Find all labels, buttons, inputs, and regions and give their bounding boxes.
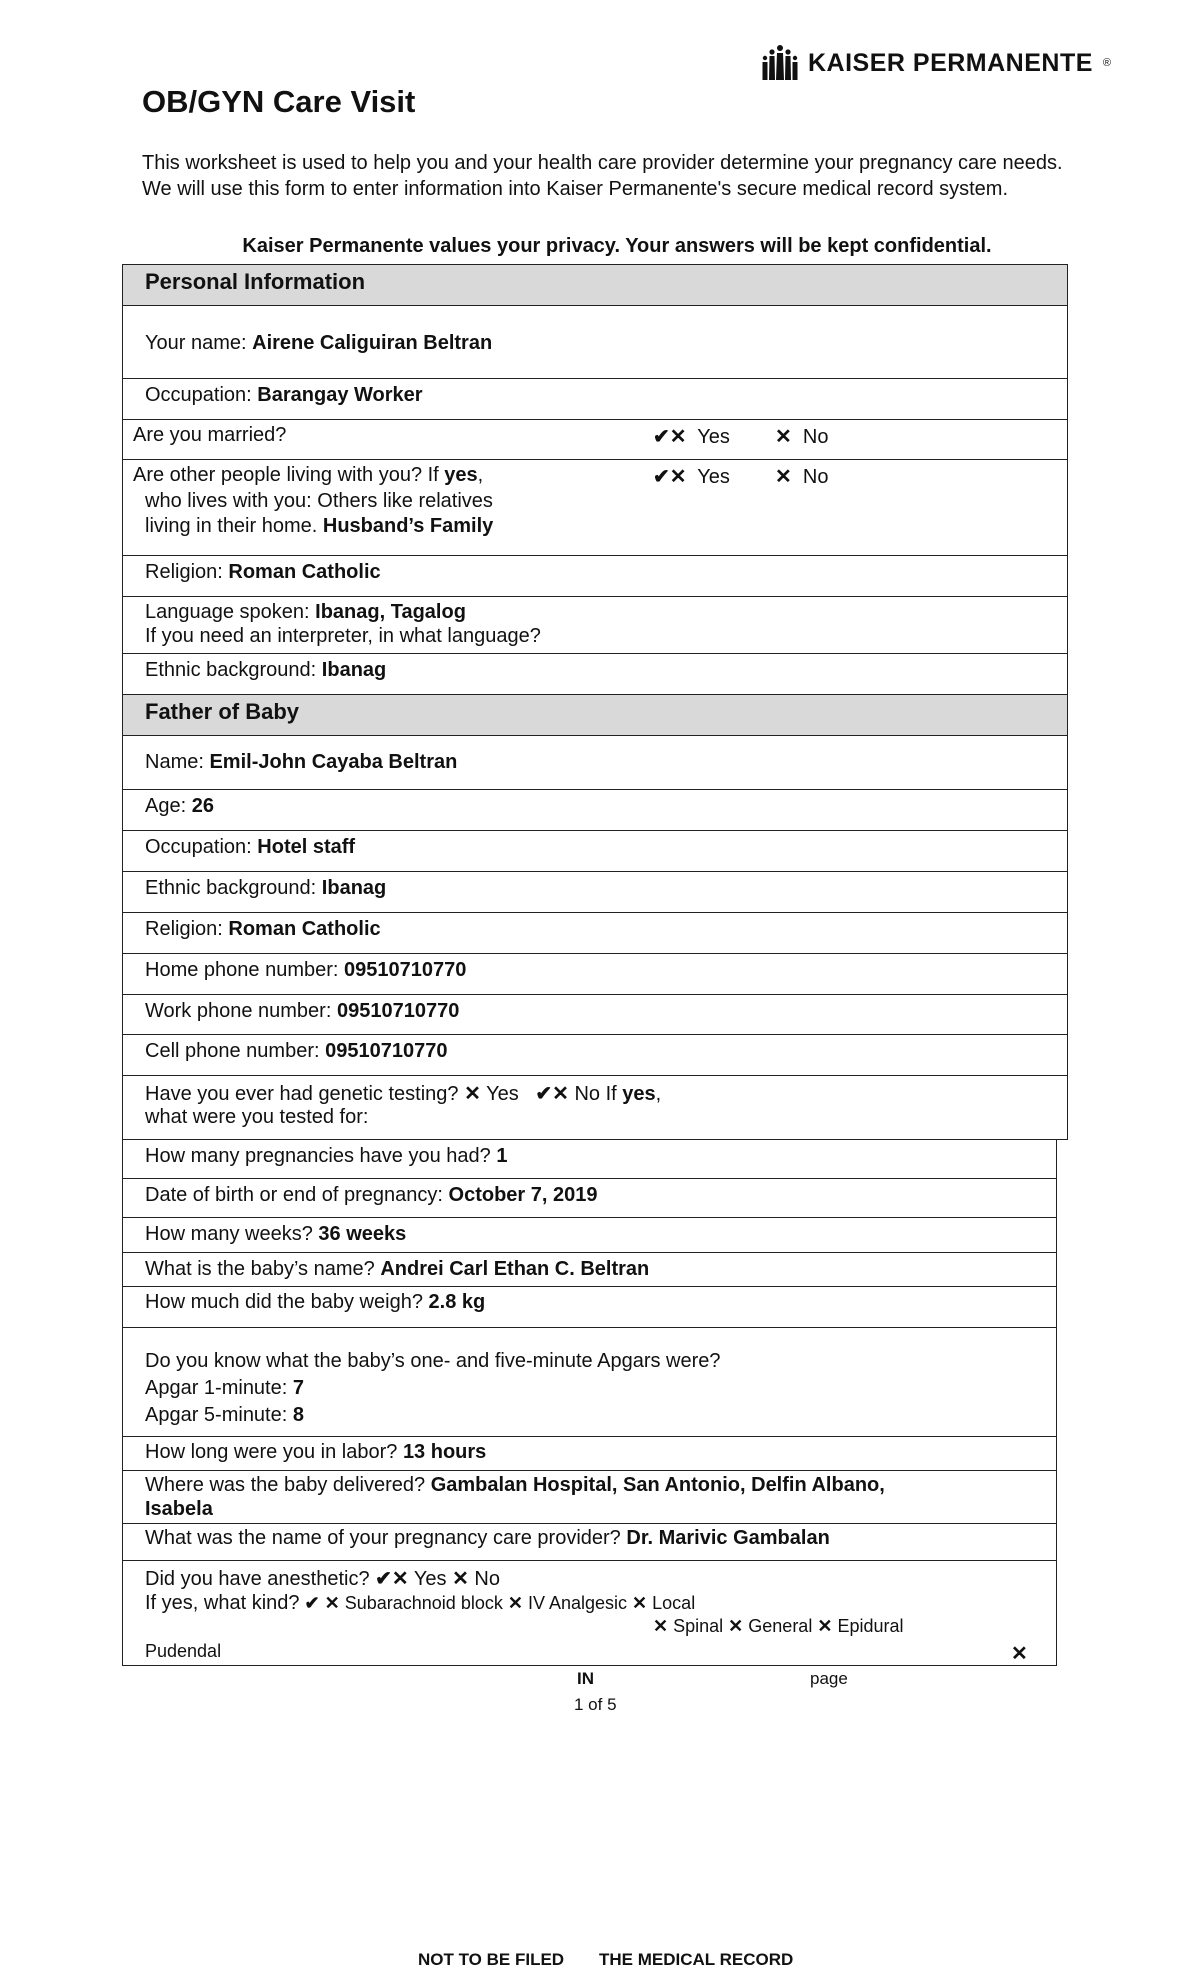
logo-text: KAISER PERMANENTE bbox=[808, 48, 1093, 77]
row-father-occupation bbox=[123, 831, 1067, 872]
check-icon[interactable]: ✔✕ bbox=[375, 1568, 409, 1590]
x-icon: ✕ bbox=[775, 466, 792, 488]
labor-value[interactable]: 13 hours bbox=[402, 1441, 487, 1463]
others-answer[interactable]: Husband’s Family bbox=[322, 515, 494, 537]
row-weight bbox=[123, 1287, 1056, 1328]
label: Religion: bbox=[145, 561, 223, 583]
option-label: Yes bbox=[413, 1568, 447, 1590]
label: Your name: bbox=[145, 332, 247, 354]
row-provider bbox=[123, 1524, 1056, 1561]
label: Ethnic background: bbox=[145, 659, 317, 681]
row-father-religion bbox=[123, 913, 1067, 954]
label: Religion: bbox=[145, 918, 223, 940]
section-title: Father of Baby bbox=[145, 699, 300, 724]
x-icon[interactable]: ✕ bbox=[632, 1593, 648, 1613]
kind-question: If yes, what kind? bbox=[145, 1592, 300, 1614]
baby-name-value[interactable]: Andrei Carl Ethan C. Beltran bbox=[380, 1258, 650, 1280]
row-father-name bbox=[123, 736, 1067, 790]
apgar1-value[interactable]: 7 bbox=[292, 1377, 304, 1399]
row-your-name bbox=[123, 306, 1067, 379]
option-label: Yes bbox=[697, 426, 730, 448]
option-general[interactable]: General bbox=[748, 1616, 813, 1636]
x-icon[interactable]: ✕ bbox=[1011, 1643, 1028, 1665]
option-label: No bbox=[802, 466, 829, 488]
punct: , bbox=[655, 1083, 662, 1105]
label: What is the baby’s name? bbox=[145, 1258, 375, 1280]
row-cell-phone bbox=[123, 1035, 1067, 1076]
interpreter-question: If you need an interpreter, in what language? bbox=[145, 625, 541, 647]
option-label: No If bbox=[574, 1083, 623, 1105]
option-local[interactable]: Local bbox=[652, 1593, 696, 1613]
punct: , bbox=[477, 464, 484, 486]
option-spinal[interactable]: Spinal bbox=[673, 1616, 724, 1636]
row-weeks bbox=[123, 1218, 1056, 1253]
language-value[interactable]: Ibanag, Tagalog bbox=[315, 601, 466, 623]
row-occupation bbox=[123, 379, 1067, 420]
others-question: Are other people living with you? If bbox=[133, 464, 445, 486]
label: Language spoken: bbox=[145, 601, 310, 623]
row-religion bbox=[123, 556, 1067, 597]
ethnic-value[interactable]: Ibanag bbox=[321, 659, 387, 681]
label: Date of birth or end of pregnancy: bbox=[145, 1184, 443, 1206]
section-title: Personal Information bbox=[145, 269, 366, 294]
option-label: No bbox=[474, 1568, 500, 1590]
option-label: Yes bbox=[697, 466, 730, 488]
occupation-value[interactable]: Barangay Worker bbox=[257, 384, 423, 406]
x-icon[interactable]: ✕ bbox=[653, 1616, 669, 1636]
label: What was the name of your pregnancy care provider? bbox=[145, 1527, 621, 1549]
option-label: Yes bbox=[486, 1083, 519, 1105]
footer-page: page bbox=[810, 1669, 848, 1688]
label: How long were you in labor? bbox=[145, 1441, 398, 1463]
not-filed-note: NOT TO BE FILED bbox=[418, 1950, 565, 1969]
section-header-father bbox=[123, 695, 1067, 736]
others-no-option[interactable] bbox=[775, 464, 828, 489]
row-apgar bbox=[123, 1328, 1056, 1437]
page-number: 1 of 5 bbox=[574, 1695, 617, 1714]
yes-bold: yes bbox=[622, 1083, 656, 1105]
x-icon[interactable]: ✕ bbox=[452, 1568, 469, 1590]
others-question-line3: living in their home. bbox=[145, 515, 323, 537]
row-work-phone bbox=[123, 995, 1067, 1035]
page-title: OB/GYN Care Visit bbox=[142, 84, 416, 119]
label: Age: bbox=[145, 795, 187, 817]
kaiser-logo bbox=[760, 44, 1111, 82]
genetic-question-line2: what were you tested for: bbox=[145, 1106, 369, 1128]
label: How many weeks? bbox=[145, 1223, 313, 1245]
label: Apgar 5-minute: bbox=[145, 1404, 288, 1426]
x-icon[interactable]: ✕ bbox=[507, 1593, 523, 1613]
religion-value[interactable]: Roman Catholic bbox=[228, 561, 381, 583]
label: Occupation: bbox=[145, 836, 252, 858]
form-box-main bbox=[122, 264, 1068, 1140]
option-label: No bbox=[802, 426, 829, 448]
x-icon[interactable]: ✕ bbox=[464, 1083, 481, 1105]
father-name-value[interactable]: Emil-John Cayaba Beltran bbox=[209, 751, 458, 773]
check-icon[interactable]: ✔ ✕ bbox=[304, 1593, 340, 1613]
label: Ethnic background: bbox=[145, 877, 317, 899]
label: Home phone number: bbox=[145, 959, 339, 981]
row-dob bbox=[123, 1179, 1056, 1218]
kaiser-logo-icon bbox=[760, 44, 800, 82]
others-question-line2: who lives with you: Others like relatives bbox=[145, 490, 493, 512]
row-home-phone bbox=[123, 954, 1067, 995]
medical-record-note: THE MEDICAL RECORD bbox=[599, 1950, 794, 1969]
row-ethnic bbox=[123, 654, 1067, 695]
father-occupation-value[interactable]: Hotel staff bbox=[257, 836, 356, 858]
married-no-option[interactable] bbox=[775, 424, 828, 449]
label: Cell phone number: bbox=[145, 1040, 320, 1062]
provider-value[interactable]: Dr. Marivic Gambalan bbox=[626, 1527, 830, 1549]
label: Name: bbox=[145, 751, 204, 773]
privacy-note: Kaiser Permanente values your privacy. Your answers will be kept confidential. bbox=[242, 235, 992, 257]
footer-in: IN bbox=[577, 1669, 594, 1688]
check-icon: ✔✕ bbox=[653, 466, 687, 488]
logo-registered: ® bbox=[1102, 57, 1112, 69]
yes-bold: yes bbox=[444, 464, 478, 486]
label: Work phone number: bbox=[145, 1000, 332, 1022]
check-icon: ✔✕ bbox=[653, 426, 687, 448]
row-delivered bbox=[123, 1471, 1056, 1524]
weeks-value[interactable]: 36 weeks bbox=[318, 1223, 407, 1245]
intro-text: This worksheet is used to help you and your health care provider determine your pregnancy care needs. We will use this form to enter information into Kaiser Permanente's secure medical record system. bbox=[142, 152, 1063, 200]
x-icon[interactable]: ✕ bbox=[817, 1616, 833, 1636]
section-header-personal bbox=[123, 265, 1067, 306]
row-father-age bbox=[123, 790, 1067, 831]
delivered-value-line2[interactable]: Isabela bbox=[145, 1498, 213, 1520]
cell-phone-value[interactable]: 09510710770 bbox=[325, 1040, 448, 1062]
option-subarachnoid[interactable]: Subarachnoid block bbox=[344, 1593, 503, 1613]
label: Apgar 1-minute: bbox=[145, 1377, 288, 1399]
apgar-question: Do you know what the baby’s one- and five-minute Apgars were? bbox=[145, 1350, 721, 1372]
father-ethnic-value[interactable]: Ibanag bbox=[321, 877, 387, 899]
row-others-living bbox=[123, 460, 1067, 556]
dob-value[interactable]: October 7, 2019 bbox=[448, 1184, 598, 1206]
anesthetic-question: Did you have anesthetic? bbox=[145, 1568, 370, 1590]
married-question: Are you married? bbox=[133, 424, 287, 446]
row-baby-name bbox=[123, 1253, 1056, 1287]
option-epidural[interactable]: Epidural bbox=[837, 1616, 904, 1636]
row-genetic-testing bbox=[123, 1076, 1067, 1141]
pregnancies-value[interactable]: 1 bbox=[496, 1145, 508, 1167]
row-pregnancies bbox=[123, 1140, 1056, 1179]
father-religion-value[interactable]: Roman Catholic bbox=[228, 918, 381, 940]
married-yes-option[interactable] bbox=[653, 424, 730, 449]
option-pudendal[interactable]: Pudendal bbox=[145, 1641, 222, 1661]
row-anesthetic bbox=[123, 1561, 1056, 1666]
your-name-value[interactable]: Airene Caliguiran Beltran bbox=[252, 332, 493, 354]
apgar5-value[interactable]: 8 bbox=[292, 1404, 304, 1426]
x-icon[interactable]: ✕ bbox=[728, 1616, 744, 1636]
work-phone-value[interactable]: 09510710770 bbox=[336, 1000, 460, 1022]
row-father-ethnic bbox=[123, 872, 1067, 913]
option-iv-analgesic[interactable]: IV Analgesic bbox=[527, 1593, 628, 1613]
label: Occupation: bbox=[145, 384, 252, 406]
genetic-question: Have you ever had genetic testing? bbox=[145, 1083, 459, 1105]
delivered-value[interactable]: Gambalan Hospital, San Antonio, Delfin Albano, bbox=[430, 1474, 885, 1496]
weight-value[interactable]: 2.8 kg bbox=[428, 1291, 486, 1313]
check-icon[interactable]: ✔✕ bbox=[535, 1083, 569, 1105]
label: How many pregnancies have you had? bbox=[145, 1145, 491, 1167]
row-married bbox=[123, 420, 1067, 460]
form-box-pregnancy bbox=[122, 1140, 1057, 1666]
row-language bbox=[123, 597, 1067, 654]
label: How much did the baby weigh? bbox=[145, 1291, 423, 1313]
others-yes-option[interactable] bbox=[653, 464, 730, 489]
x-icon: ✕ bbox=[775, 426, 792, 448]
row-labor bbox=[123, 1437, 1056, 1471]
home-phone-value[interactable]: 09510710770 bbox=[344, 959, 467, 981]
label: Where was the baby delivered? bbox=[145, 1474, 426, 1496]
father-age-value[interactable]: 26 bbox=[191, 795, 214, 817]
